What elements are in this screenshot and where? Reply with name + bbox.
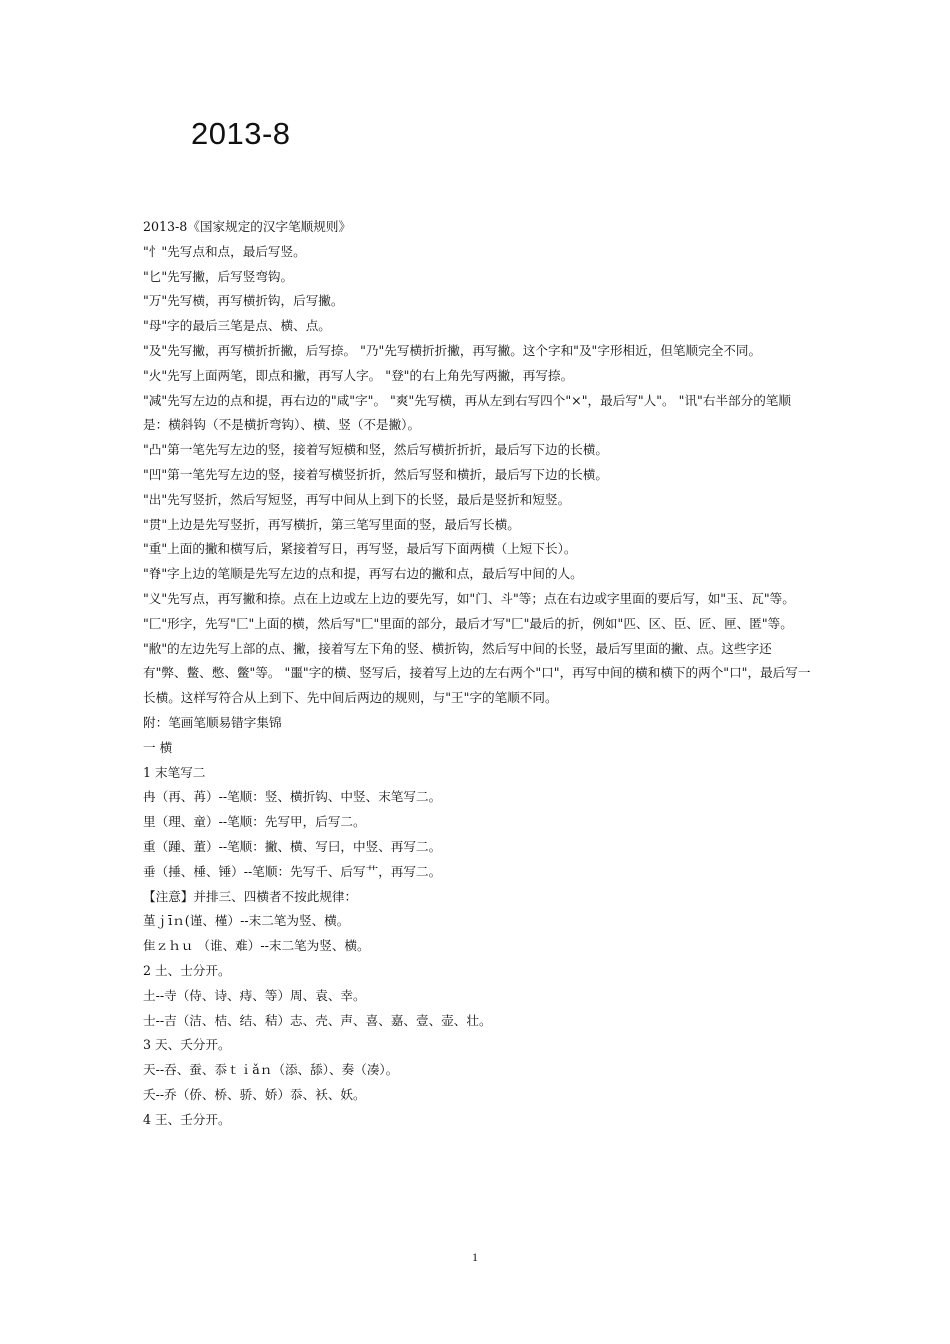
paragraph: "出"先写竖折，然后写短竖，再写中间从上到下的长竖，最后是竖折和短竖。 <box>143 491 571 507</box>
paragraph: "脊"字上边的笔顺是先写左边的点和提，再写右边的撇和点，最后写中间的人。 <box>143 566 583 582</box>
paragraph: "敝"的左边先写上部的点、撇，接着写左下角的竖、横折钩，然后写中间的长竖，最后写里面的撇、点。这些字还有"弊、鳖、憋、鳖"等。 "噩"字的横、竖写后，接着写上边的左右两个"口"，再写中间的横和横下的两个"口"，最后写一长横。这样写符合从上到下、先中间后两边的规则，与"王"字的笔顺不同。 <box>143 640 811 706</box>
paragraph: "万"先写横，再写横折钩，后写撇。 <box>143 293 344 309</box>
document-body <box>143 215 815 1132</box>
paragraph: 2 土、士分开。 <box>143 962 231 978</box>
paragraph: "凹"第一笔先写左边的竖，接着写横竖折折，然后写竖和横折，最后写下边的长横。 <box>143 466 608 482</box>
paragraph: "凸"第一笔先写左边的竖，接着写短横和竖，然后写横折折折，最后写下边的长横。 <box>143 442 608 458</box>
paragraph: 夭--乔（侨、桥、骄、娇）忝、袄、妖。 <box>143 1086 366 1102</box>
paragraph: "减"先写左边的点和提，再右边的"咸"字"。 "爽"先写横，再从左到右写四个"×"，最后写"人"。 "讯"右半部分的笔顺是：横斜钩（不是横折弯钩）、横、竖（不是撇）。 <box>143 392 791 433</box>
paragraph: 重（踵、董）--笔顺：撇、横、写曰，中竖、再写二。 <box>143 838 442 854</box>
paragraph: 冉（再、苒）--笔顺：竖、横折钩、中竖、末笔写二。 <box>143 789 442 805</box>
paragraph: "匚"形字，先写"匚"上面的横，然后写"匚"里面的部分，最后才写"匚"最后的折，例如"匹、区、臣、匠、匣、匿"等。 <box>143 615 793 631</box>
page-number: 1 <box>472 1250 478 1264</box>
paragraph: 堇ｊīｎ(谨、槿）--末二笔为竖、横。 <box>143 913 350 929</box>
paragraph: 里（理、童）--笔顺：先写甲，后写二。 <box>143 814 366 830</box>
paragraph: 一 横 <box>143 739 173 755</box>
paragraph: "母"字的最后三笔是点、横、点。 <box>143 318 331 334</box>
paragraph: 隹ｚｈｕ （谁、难）--末二笔为竖、横。 <box>143 938 370 954</box>
paragraph: 垂（捶、棰、锤）--笔顺：先写千、后写艹，再写二。 <box>143 863 442 879</box>
page-heading: 2013-8 <box>191 116 291 151</box>
paragraph: 士--吉（洁、桔、结、秸）志、壳、声、喜、嘉、壹、壶、壮。 <box>143 1012 492 1028</box>
paragraph: 1 末笔写二 <box>143 764 206 780</box>
paragraph: 4 王、壬分开。 <box>143 1111 231 1127</box>
paragraph: "火"先写上面两笔，即点和撇，再写人字。 "登"的右上角先写两撇，再写捺。 <box>143 367 574 383</box>
paragraph: "贯"上边是先写竖折，再写横折，第三笔写里面的竖，最后写长横。 <box>143 516 520 532</box>
paragraph: 附：笔画笔顺易错字集锦 <box>143 714 282 730</box>
paragraph: "义"先写点，再写撇和捺。点在上边或左上边的要先写，如"门、斗"等；点在右边或字里面的要后写，如"玉、瓦"等。 <box>143 590 795 606</box>
paragraph: "忄"先写点和点，最后写竖。 <box>143 243 306 259</box>
paragraph: "及"先写撇，再写横折折撇，后写捺。 "乃"先写横折折撇，再写撇。这个字和"及"字形相近，但笔顺完全不同。 <box>143 342 762 358</box>
paragraph: "匕"先写撇，后写竖弯钩。 <box>143 268 294 284</box>
paragraph: 2013-8《国家规定的汉字笔顺规则》 <box>143 219 352 234</box>
paragraph: "重"上面的撇和横写后，紧接着写日，再写竖，最后写下面两横（上短下长）。 <box>143 541 577 557</box>
paragraph: 【注意】并排三、四横者不按此规律： <box>143 888 358 904</box>
paragraph: 天--吞、蚕、忝ｔｉǎｎ（添、舔）、奏（凑）。 <box>143 1062 399 1078</box>
paragraph: 3 天、夭分开。 <box>143 1037 231 1053</box>
paragraph: 土--寺（侍、诗、痔、等）周、袁、幸。 <box>143 987 366 1003</box>
